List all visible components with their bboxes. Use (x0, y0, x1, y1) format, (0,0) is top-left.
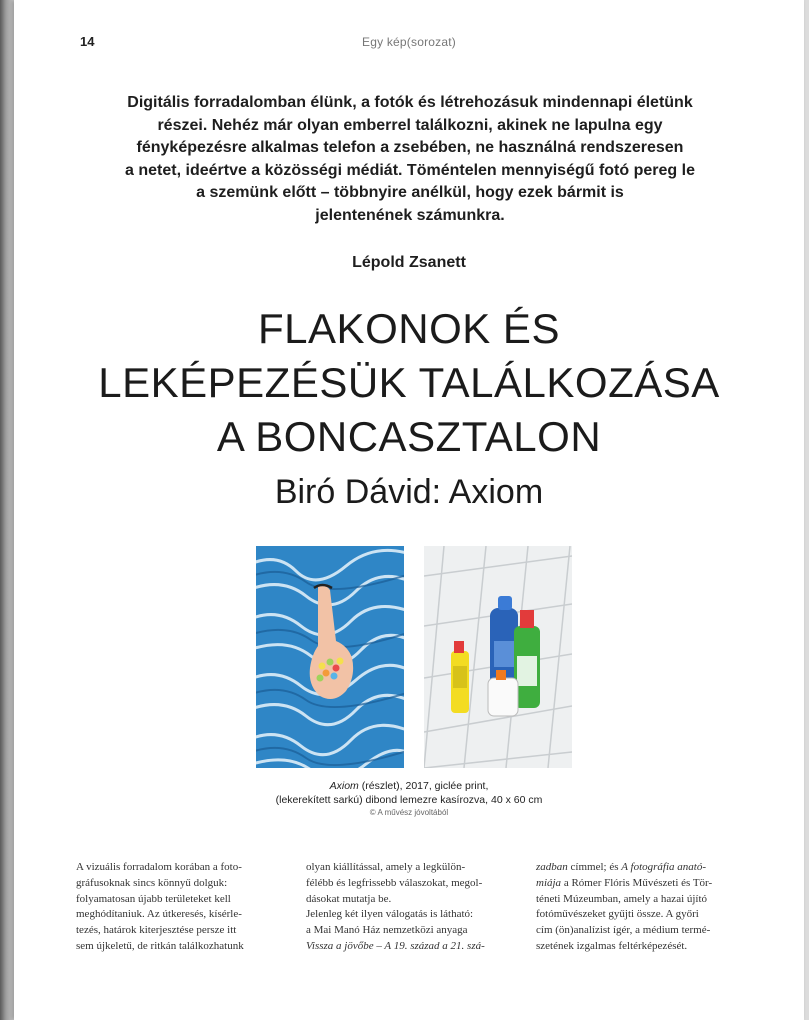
body-line: fotóművészeket gyűjti össze. A győri (536, 908, 699, 921)
author-name: Lépold Zsanett (352, 254, 466, 271)
body-line: Jelenleg két ilyen válogatás is látható: (306, 908, 474, 921)
body-line: téneti Múzeumban, amely a hazai újító (536, 892, 708, 905)
body-column-1 (76, 860, 280, 955)
body-line: tezés, határok kiterjesztése persze itt (76, 924, 237, 937)
body-text: a Rómer Flóris Művészeti és Tör- (561, 876, 713, 889)
cleaning-bottles-on-tiles-photo (424, 546, 572, 768)
body-column-2 (306, 860, 510, 955)
title-line: A BONCASZTALON (216, 413, 602, 460)
lead-line: fényképezésre alkalmas telefon a zsebében, ne használná rendszeresen (136, 139, 684, 156)
body-line: A vizuális forradalom korában a foto- (76, 861, 242, 873)
magazine-page (14, 0, 804, 1020)
body-line (536, 860, 740, 876)
caption-credit: © A művész jóvoltából (369, 808, 449, 817)
caption-line (14, 779, 804, 793)
body-line: Vissza a jövőbe – A 19. század a 21. szá- (306, 939, 485, 952)
hand-with-pills-photo (256, 546, 404, 768)
body-line: sem újkeletű, de ritkán találkozhatunk (76, 939, 244, 952)
body-line: olyan kiállítással, amely a legkülön- (306, 861, 466, 873)
photo-caption (14, 779, 804, 819)
lead-line: részei. Nehéz már olyan emberrel találkozni, akinek ne lapulna egy (157, 116, 663, 134)
lead-line: a szemünk előtt – többnyire anélkül, hogy ezek bármit is (196, 184, 624, 201)
body-line: gráfusoknak sincs könnyű dolguk: (76, 876, 228, 889)
body-line: folyamatosan újabb területeket kell (76, 892, 231, 905)
article-subtitle: Biró Dávid: Axiom (274, 473, 544, 511)
title-line: FLAKONOK ÉS (258, 305, 560, 352)
body-line: dásokat mutatja be. (306, 892, 392, 905)
lead-paragraph (90, 92, 730, 227)
caption-work-title: Axiom (329, 780, 359, 792)
lead-line: Digitális forradalomban élünk, a fotók és létrehozásuk mindennapi életünk (127, 94, 693, 111)
body-line: cím (ön)analízist ígér, a médium termé- (536, 924, 711, 937)
title-line: LEKÉPEZÉSÜK TALÁLKOZÁSA (98, 359, 720, 406)
caption-details: (részlet), 2017, giclée print, (358, 780, 489, 792)
article-title (14, 302, 804, 464)
article-body (76, 860, 756, 970)
body-line: a Mai Manó Ház nemzetközi anyaga (306, 924, 468, 937)
running-title: Egy kép(sorozat) (362, 35, 456, 49)
caption-line: (lekerekített sarkú) dibond lemezre kasírozva, 40 x 60 cm (275, 794, 543, 806)
body-line (536, 876, 740, 892)
body-italic: miája (536, 876, 562, 889)
hand-photo-graphic (256, 546, 404, 768)
body-italic: zadban (536, 861, 568, 873)
lead-line: jelentenének számunkra. (315, 206, 505, 224)
bottles-photo-graphic (424, 546, 572, 768)
page-number: 14 (80, 34, 95, 49)
body-italic: A fotográfia anató- (621, 861, 706, 873)
lead-line: a netet, ideértve a közösségi médiát. Töméntelen mennyiségű fotó pereg le (125, 161, 695, 179)
body-line: meghódítaniuk. Az útkeresés, kísérle- (76, 908, 242, 921)
book-binding (0, 0, 14, 1020)
body-column-3 (536, 860, 740, 955)
body-line: szetének izgalmas feltérképezését. (536, 939, 688, 952)
body-line: félébb és legfrissebb válaszokat, megol- (306, 876, 483, 889)
body-text: címmel; és (567, 861, 622, 873)
